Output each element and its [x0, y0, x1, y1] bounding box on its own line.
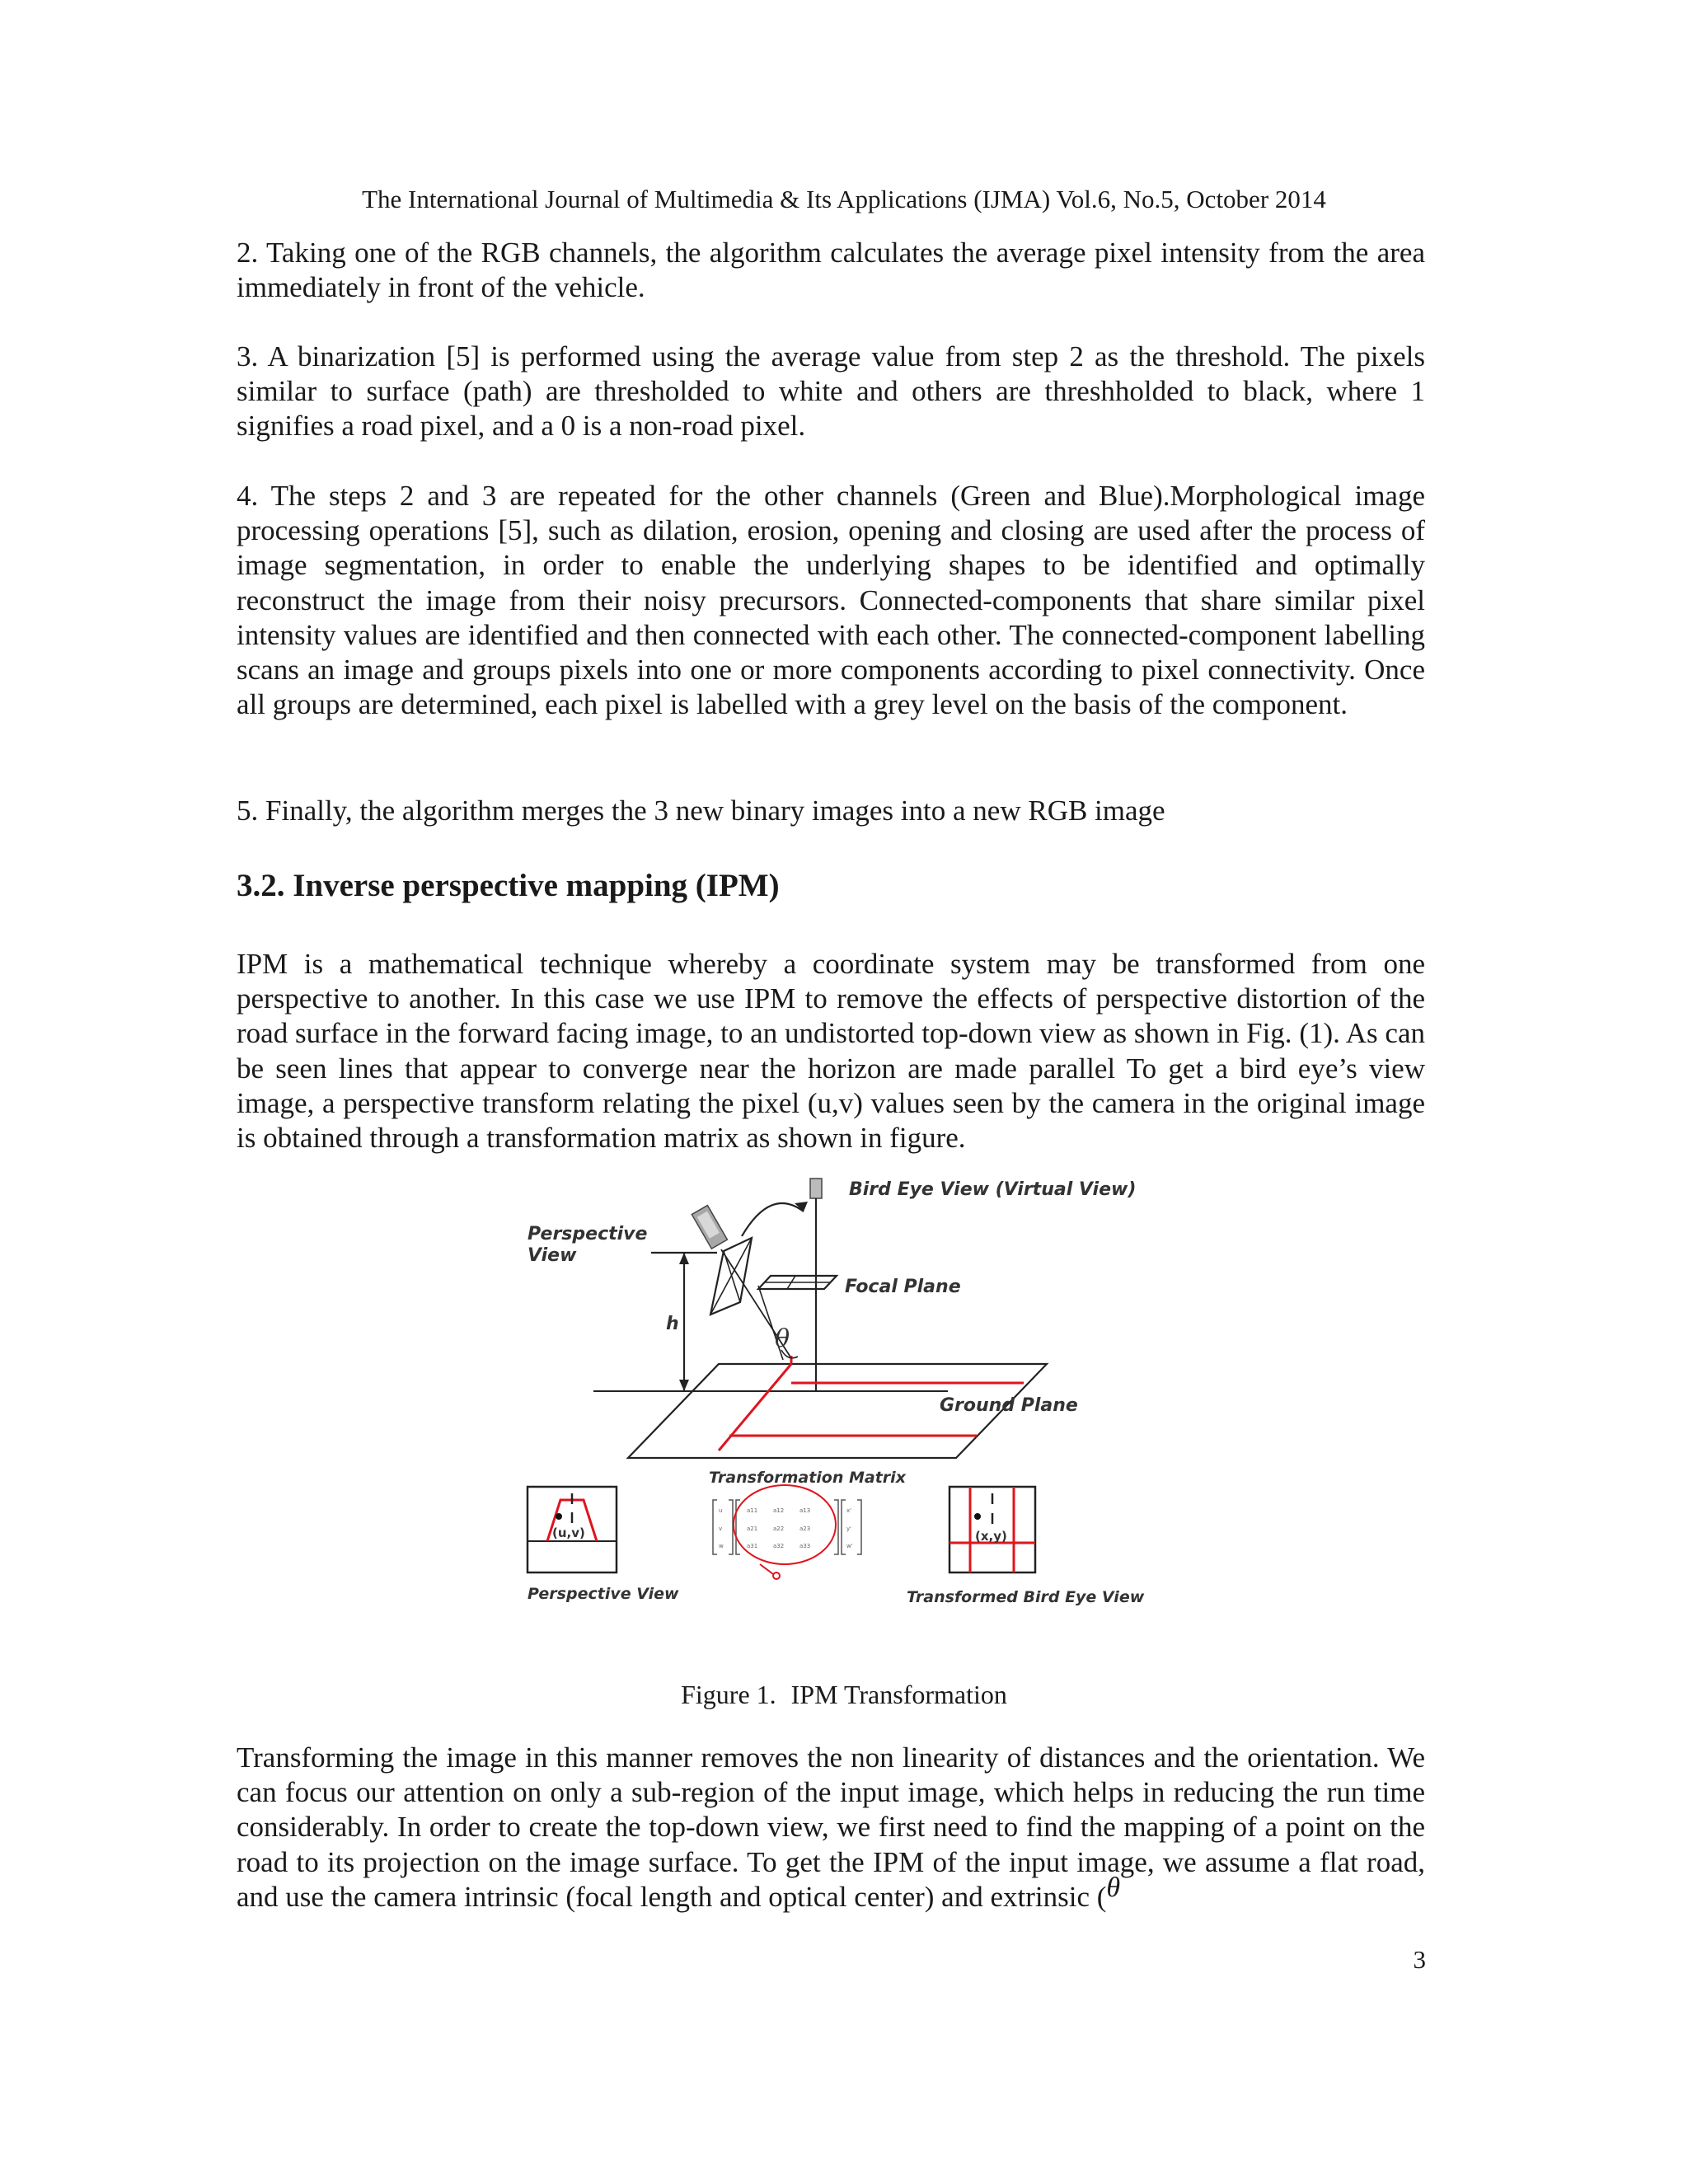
svg-text:a32: a32 — [773, 1543, 785, 1549]
step-2-paragraph — [237, 236, 1425, 305]
plane-diagonal-1 — [724, 1251, 740, 1302]
svg-text:a22: a22 — [773, 1526, 785, 1532]
ipm-paragraph — [237, 947, 1425, 1155]
step-4-text: 4. The steps 2 and 3 are repeated for the other channels (Green and Blue).Morphological image processing operations [5], such as dilation, erosion, opening and closing are used after the process of image segmentation, in order to enable the underlying shapes to be identified and optimally reconstruct the image from their noisy precursors. Connected-components that share similar pixel intensity values are identified and then connected with each other. The connected-component labelling scans an image and groups pixels into one or more components according to pixel connectivity. Once all groups are determined, each pixel is labelled with a grey level on the basis of the component. — [237, 480, 1425, 721]
figure-caption — [0, 1678, 1688, 1711]
height-arrow-up-icon — [679, 1253, 689, 1264]
figure-caption-number: Figure 1. — [681, 1680, 776, 1709]
road-left-line — [719, 1364, 791, 1451]
svg-text:a23: a23 — [799, 1526, 811, 1532]
svg-text:u: u — [719, 1507, 723, 1514]
step-5-text: 5. Finally, the algorithm merges the 3 new binary images into a new RGB image — [237, 794, 1165, 827]
step-3-text: 3. A binarization [5] is performed using the average value from step 2 as the threshold. The pixels similar to surface (path) are thresholded to white and others are threshholded to black, where 1 signifies a road pixel, and a 0 is a non-road pixel. — [237, 340, 1425, 443]
page-number: 3 — [1413, 1945, 1426, 1974]
ipm-figure — [519, 1170, 1154, 1681]
final-paragraph-body — [237, 1741, 1425, 1915]
theta-label: θ — [775, 1324, 790, 1353]
bird-eye-view-label: Bird Eye View (Virtual View) — [849, 1179, 1137, 1200]
svg-text:a31: a31 — [747, 1543, 758, 1549]
uv-label: (u,v) — [552, 1526, 585, 1540]
transformation-matrix — [713, 1485, 861, 1579]
step-4-paragraph — [237, 479, 1425, 722]
svg-text:w: w — [719, 1543, 724, 1549]
step-3-paragraph — [237, 340, 1425, 444]
virtual-camera-icon — [810, 1179, 822, 1198]
bird-eye-view-thumbnail — [950, 1487, 1035, 1572]
transformed-bird-eye-view-label: Transformed Bird Eye View — [907, 1588, 1145, 1606]
real-camera-icon — [692, 1206, 727, 1249]
svg-text:a12: a12 — [773, 1507, 785, 1514]
svg-text:a13: a13 — [799, 1507, 811, 1514]
perspective-view-thumbnail — [528, 1487, 617, 1572]
focal-plane-label: Focal Plane — [845, 1277, 961, 1297]
journal-header: The International Journal of Multimedia & Its Applications (IJMA) Vol.6, No.5, October 2014 — [362, 185, 1326, 213]
perspective-view-label-2: View — [528, 1245, 577, 1266]
svg-text:v: v — [719, 1526, 723, 1532]
step-5-paragraph — [237, 794, 1425, 828]
perspective-view-label-1: Perspective — [528, 1224, 648, 1244]
perspective-view-bottom-label: Perspective View — [528, 1585, 679, 1603]
final-paragraph-text: Transforming the image in this manner removes the non linearity of distances and the orientation. We can focus our attention on only a sub-region of the input image, which helps in reducing the run time considerably. In order to create the top-down view, we first need to find the mapping of a point on the road to its projection on the image surface. To get the IPM of the input image, we assume a flat road, and use the camera intrinsic (focal length and optical center) and extrinsic ( — [237, 1741, 1425, 1913]
height-arrow-down-icon — [679, 1380, 689, 1391]
xy-label: (x,y) — [975, 1529, 1007, 1544]
figure-caption-text: IPM Transformation — [790, 1680, 1007, 1709]
svg-text:y': y' — [846, 1526, 852, 1532]
step-2-text: 2. Taking one of the RGB channels, the algorithm calculates the average pixel intensity from the area immediately in front of the vehicle. — [237, 237, 1425, 304]
theta-symbol: θ — [1106, 1872, 1121, 1903]
rotation-arrow — [742, 1203, 804, 1236]
svg-text:a21: a21 — [747, 1526, 758, 1532]
ipm-diagram — [519, 1170, 1154, 1681]
svg-text:a11: a11 — [747, 1507, 758, 1514]
section-title: 3.2. Inverse perspective mapping (IPM) — [237, 868, 780, 903]
height-label: h — [666, 1314, 679, 1334]
svg-text:w': w' — [846, 1543, 853, 1549]
svg-text:x': x' — [846, 1507, 852, 1514]
transformation-matrix-label: Transformation Matrix — [709, 1469, 906, 1487]
final-paragraph — [237, 1741, 1425, 1915]
ground-plane-label: Ground Plane — [940, 1395, 1078, 1416]
ipm-paragraph-text: IPM is a mathematical technique whereby a coordinate system may be transformed from one perspective to another. In this case we use IPM to remove the effects of perspective distortion of the road surface in the forward facing image, to an undistorted top-down view as shown in Fig. (1). As can be seen lines that appear to converge near the horizon are made parallel To get a bird eye’s view image, a perspective transform relating the pixel (u,v) values seen by the camera in the original image is obtained through a transformation matrix as shown in figure. — [237, 948, 1425, 1155]
svg-text:a33: a33 — [799, 1543, 811, 1549]
